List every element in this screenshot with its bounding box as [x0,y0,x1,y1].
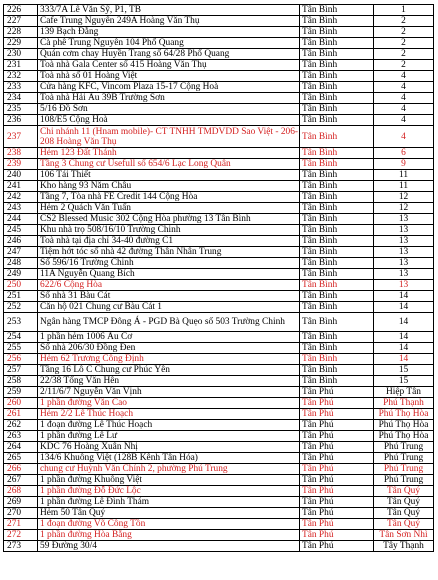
table-row [4,93,434,104]
address-cell: Hẻm 62 Trương Công Định [38,354,300,365]
table-row [4,541,434,552]
row-number-cell: 234 [4,93,38,104]
row-number-cell: 263 [4,431,38,442]
district-cell: Tân Phú [300,453,374,464]
table-row [4,354,434,365]
address-cell: 139 Bạch Đằng [38,27,300,38]
district-cell: Tân Bình [300,258,374,269]
address-cell: 106 Tái Thiết [38,170,300,181]
ward-cell: 2 [374,60,434,71]
district-cell: Tân Bình [300,126,374,148]
row-number-cell: 228 [4,27,38,38]
table-row [4,181,434,192]
row-number-cell: 253 [4,313,38,332]
table-row [4,343,434,354]
ward-cell: 13 [374,225,434,236]
ward-cell: Phú Trung [374,442,434,453]
address-cell: Số 596/16 Trường Chinh [38,258,300,269]
row-number-cell: 231 [4,60,38,71]
address-cell: 1 phần đường Khuông Việt [38,475,300,486]
district-cell: Tân Bình [300,159,374,170]
address-cell: Ngân hàng TMCP Đông Á - PGD Bà Quẹo số 503 Trường Chinh [38,313,300,332]
ward-cell: Hiệp Tân [374,387,434,398]
ward-cell: Tân Quý [374,508,434,519]
row-number-cell: 260 [4,398,38,409]
address-cell: Hẻm 123 Đất Thánh [38,148,300,159]
ward-cell: 14 [374,343,434,354]
table-row [4,60,434,71]
row-number-cell: 268 [4,486,38,497]
district-cell: Tân Phú [300,464,374,475]
table-row [4,203,434,214]
address-cell: Tầng 7, Tòa nhà FE Credit 144 Cộng Hòa [38,192,300,203]
table-row [4,38,434,49]
ward-cell: Tân Sơn Nhì [374,530,434,541]
address-cell: Số nhà 206/30 Đồng Đen [38,343,300,354]
address-cell: 1 phần đường Hòa Bằng [38,530,300,541]
address-cell: Toà nhà tại địa chỉ 34-40 đường C1 [38,236,300,247]
district-cell: Tân Phú [300,387,374,398]
address-cell: Hẻm 50 Tân Quý [38,508,300,519]
ward-cell: 14 [374,354,434,365]
row-number-cell: 233 [4,82,38,93]
row-number-cell: 248 [4,258,38,269]
district-cell: Tân Bình [300,27,374,38]
district-cell: Tân Phú [300,508,374,519]
ward-cell: 6 [374,148,434,159]
table-row [4,519,434,530]
address-cell: Cà phê Trung Nguyên 104 Phổ Quang [38,38,300,49]
ward-cell: 14 [374,332,434,343]
ward-cell: 11 [374,170,434,181]
table-row [4,486,434,497]
row-number-cell: 226 [4,5,38,16]
address-cell: Chi nhánh 11 (Hnam mobile)- CT TNHH TMDVDD Sao Việt - 206-208 Hoàng Văn Thụ [38,126,300,148]
district-cell: Tân Bình [300,170,374,181]
row-number-cell: 240 [4,170,38,181]
ward-cell: Tây Thạnh [374,541,434,552]
address-cell: Hẻm 2 Quách Văn Tuấn [38,203,300,214]
table-row [4,27,434,38]
row-number-cell: 254 [4,332,38,343]
table-row [4,115,434,126]
ward-cell: Phú Thọ Hòa [374,420,434,431]
row-number-cell: 271 [4,519,38,530]
row-number-cell: 238 [4,148,38,159]
row-number-cell: 243 [4,203,38,214]
ward-cell: 15 [374,365,434,376]
district-cell: Tân Bình [300,302,374,313]
table-row [4,5,434,16]
row-number-cell: 247 [4,247,38,258]
ward-cell: 2 [374,49,434,60]
address-cell: 333/7A Lê Văn Sỹ, P1, TB [38,5,300,16]
table-row [4,170,434,181]
table-row [4,247,434,258]
row-number-cell: 237 [4,126,38,148]
district-cell: Tân Bình [300,93,374,104]
ward-cell: 4 [374,82,434,93]
ward-cell: 11 [374,181,434,192]
district-cell: Tân Bình [300,343,374,354]
table-row [4,420,434,431]
district-cell: Tân Bình [300,16,374,27]
row-number-cell: 273 [4,541,38,552]
ward-cell: 2 [374,27,434,38]
row-number-cell: 241 [4,181,38,192]
district-cell: Tân Phú [300,519,374,530]
address-cell: KDC 76 Hoàng Xuân Nhị [38,442,300,453]
row-number-cell: 259 [4,387,38,398]
row-number-cell: 256 [4,354,38,365]
table-row [4,530,434,541]
district-cell: Tân Phú [300,475,374,486]
table-row [4,236,434,247]
row-number-cell: 265 [4,453,38,464]
row-number-cell: 251 [4,291,38,302]
district-cell: Tân Bình [300,365,374,376]
table-row [4,82,434,93]
row-number-cell: 235 [4,104,38,115]
address-cell: Toà nhà số 01 Hoàng Việt [38,71,300,82]
row-number-cell: 252 [4,302,38,313]
table-row [4,159,434,170]
table-row [4,332,434,343]
district-cell: Tân Phú [300,409,374,420]
table-row [4,376,434,387]
ward-cell: 13 [374,236,434,247]
row-number-cell: 272 [4,530,38,541]
district-cell: Tân Phú [300,541,374,552]
ward-cell: 4 [374,93,434,104]
ward-cell: 4 [374,104,434,115]
table-row [4,453,434,464]
table-row [4,387,434,398]
district-cell: Tân Bình [300,60,374,71]
address-cell: Cafe Trung Nguyên 249A Hoàng Văn Thụ [38,16,300,27]
address-cell: 1 phần hẻm 1006 Âu Cơ [38,332,300,343]
table-row [4,104,434,115]
table-row [4,365,434,376]
row-number-cell: 267 [4,475,38,486]
table-row [4,280,434,291]
district-cell: Tân Bình [300,148,374,159]
district-cell: Tân Bình [300,291,374,302]
ward-cell: 2 [374,16,434,27]
address-cell: Hẻm 2/2 Lê Thúc Hoạch [38,409,300,420]
ward-cell: Tân Quý [374,497,434,508]
table-row [4,497,434,508]
ward-cell: 13 [374,247,434,258]
row-number-cell: 264 [4,442,38,453]
district-cell: Tân Phú [300,442,374,453]
table-row [4,302,434,313]
ward-cell: 4 [374,115,434,126]
address-cell: 1 phần đường Lê Lư [38,431,300,442]
address-cell: Tiệm hớt tóc số nhà 42 đường Thân Nhân Trung [38,247,300,258]
row-number-cell: 242 [4,192,38,203]
ward-cell: 13 [374,214,434,225]
row-number-cell: 232 [4,71,38,82]
ward-cell: 14 [374,302,434,313]
row-number-cell: 258 [4,376,38,387]
address-cell: chung cư Huỳnh Văn Chính 2, phường Phú Trung [38,464,300,475]
table-row [4,409,434,420]
table-row [4,269,434,280]
address-cell: Tầng 16 Lô C Chung cư Phúc Yên [38,365,300,376]
district-cell: Tân Bình [300,313,374,332]
district-cell: Tân Bình [300,247,374,258]
ward-cell: Phú Trung [374,475,434,486]
row-number-cell: 266 [4,464,38,475]
district-cell: Tân Bình [300,214,374,225]
table-row [4,126,434,148]
row-number-cell: 244 [4,214,38,225]
table-row [4,442,434,453]
district-cell: Tân Bình [300,71,374,82]
ward-cell: 4 [374,126,434,148]
table-row [4,16,434,27]
address-table-body [4,5,434,552]
ward-cell: Phú Thạnh [374,398,434,409]
table-row [4,464,434,475]
table-row [4,148,434,159]
table-row [4,291,434,302]
address-cell: 1 đoạn đường Lê Thúc Hoạch [38,420,300,431]
table-row [4,508,434,519]
address-cell: 11A Nguyễn Quang Bích [38,269,300,280]
ward-cell: Phú Trung [374,453,434,464]
district-cell: Tân Bình [300,332,374,343]
address-cell: 134/6 Khuông Việt (128B Kênh Tân Hóa) [38,453,300,464]
district-cell: Tân Phú [300,420,374,431]
address-cell: 108/E5 Cộng Hoà [38,115,300,126]
district-cell: Tân Bình [300,280,374,291]
row-number-cell: 239 [4,159,38,170]
district-cell: Tân Bình [300,354,374,365]
address-cell: 1 phần đường Lê Đình Thám [38,497,300,508]
ward-cell: 13 [374,258,434,269]
ward-cell: Phú Thọ Hòa [374,409,434,420]
row-number-cell: 229 [4,38,38,49]
row-number-cell: 236 [4,115,38,126]
address-cell: Quán cơm chay Huyền Trang số 64/28 Phổ Quang [38,49,300,60]
table-row [4,475,434,486]
table-row [4,258,434,269]
row-number-cell: 246 [4,236,38,247]
address-cell: CS2 Blessed Music 302 Cộng Hòa phường 13 Tân Bình [38,214,300,225]
table-row [4,398,434,409]
district-cell: Tân Bình [300,269,374,280]
address-cell: Toà nhà Gala Center số 415 Hoàng Văn Thụ [38,60,300,71]
district-cell: Tân Bình [300,5,374,16]
address-cell: 622/6 Cộng Hòa [38,280,300,291]
address-cell: Toà nhà Hải Âu 39B Trường Sơn [38,93,300,104]
district-cell: Tân Bình [300,376,374,387]
ward-cell: Phú Thọ Hòa [374,431,434,442]
table-row [4,225,434,236]
district-cell: Tân Bình [300,236,374,247]
address-cell: Cửa hàng KFC, Vincom Plaza 15-17 Cộng Hoà [38,82,300,93]
row-number-cell: 250 [4,280,38,291]
district-cell: Tân Bình [300,115,374,126]
district-cell: Tân Phú [300,486,374,497]
address-cell: Khu nhà trọ 508/16/10 Trường Chinh [38,225,300,236]
ward-cell: Tân Quý [374,519,434,530]
table-row [4,431,434,442]
row-number-cell: 261 [4,409,38,420]
ward-cell: 15 [374,376,434,387]
district-cell: Tân Bình [300,82,374,93]
row-number-cell: 269 [4,497,38,508]
ward-cell: 14 [374,313,434,332]
ward-cell: 14 [374,291,434,302]
address-cell: 2/11/6/7 Nguyễn Văn Vịnh [38,387,300,398]
address-cell: Tầng 3 Chung cư Usefull số 654/6 Lạc Long Quân [38,159,300,170]
address-cell: 1 đoạn đường Võ Công Tồn [38,519,300,530]
ward-cell: 4 [374,71,434,82]
row-number-cell: 245 [4,225,38,236]
district-cell: Tân Phú [300,431,374,442]
ward-cell: 2 [374,38,434,49]
row-number-cell: 262 [4,420,38,431]
district-cell: Tân Bình [300,38,374,49]
address-cell: Số nhà 31 Bàu Cát [38,291,300,302]
district-cell: Tân Phú [300,530,374,541]
address-cell: 1 phần đường Đỗ Đức Lộc [38,486,300,497]
district-cell: Tân Phú [300,497,374,508]
ward-cell: Tân Quý [374,486,434,497]
ward-cell: 13 [374,269,434,280]
ward-cell: 12 [374,192,434,203]
ward-cell: 1 [374,5,434,16]
district-cell: Tân Bình [300,49,374,60]
address-table [3,4,434,552]
address-cell: 59 Đường 30/4 [38,541,300,552]
address-cell: 5/16 Đồ Sơn [38,104,300,115]
table-row [4,192,434,203]
table-row [4,71,434,82]
district-cell: Tân Phú [300,398,374,409]
district-cell: Tân Bình [300,225,374,236]
ward-cell: 13 [374,280,434,291]
ward-cell: 12 [374,203,434,214]
table-row [4,313,434,332]
ward-cell: 9 [374,159,434,170]
table-row [4,49,434,60]
district-cell: Tân Bình [300,181,374,192]
address-cell: Kho hàng 93 Năm Châu [38,181,300,192]
row-number-cell: 249 [4,269,38,280]
table-row [4,214,434,225]
district-cell: Tân Bình [300,104,374,115]
row-number-cell: 257 [4,365,38,376]
row-number-cell: 227 [4,16,38,27]
address-cell: 22/38 Tống Văn Hên [38,376,300,387]
district-cell: Tân Bình [300,203,374,214]
row-number-cell: 255 [4,343,38,354]
row-number-cell: 230 [4,49,38,60]
ward-cell: Phú Trung [374,464,434,475]
address-cell: 1 phần đường Văn Cao [38,398,300,409]
district-cell: Tân Bình [300,192,374,203]
row-number-cell: 270 [4,508,38,519]
address-cell: Căn hộ 021 Chung cư Bàu Cát 1 [38,302,300,313]
